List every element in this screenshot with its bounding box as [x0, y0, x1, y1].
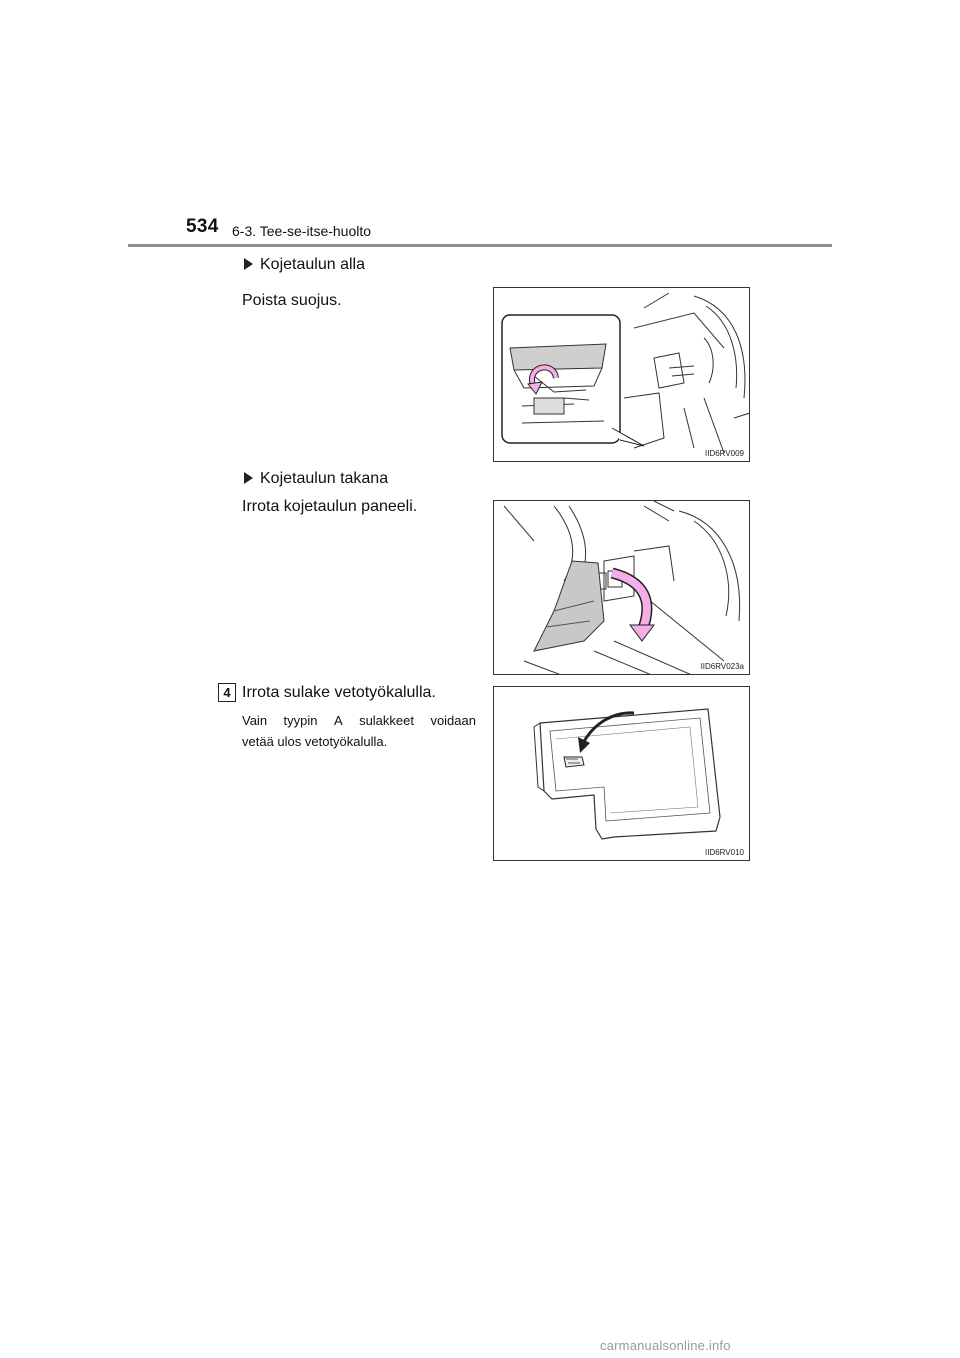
- fuse-box-cover-illustration: [494, 687, 750, 861]
- figure-behind-dash: [493, 500, 750, 675]
- note-word: Vain: [242, 713, 268, 728]
- watermark-text: carmanualsonline.info: [600, 1338, 731, 1353]
- figure-code: IID6RV010: [705, 848, 744, 857]
- figure-code: IID6RV009: [705, 449, 744, 458]
- figure-code: IID6RV023a: [700, 662, 744, 671]
- note-line-2: vetää ulos vetotyökalulla.: [242, 734, 388, 749]
- instruction-remove-panel: Irrota kojetaulun paneeli.: [242, 498, 418, 515]
- bullet-under-dash: [244, 256, 365, 274]
- note-word: tyypin: [283, 713, 318, 728]
- triangle-bullet-icon: [244, 472, 253, 484]
- note-word: A: [333, 713, 343, 728]
- instruction-remove-cover: Poista suojus.: [242, 292, 342, 309]
- note-word: voidaan: [430, 713, 476, 728]
- triangle-bullet-icon: [244, 258, 253, 270]
- figure-under-dash: [493, 287, 750, 462]
- instruction-pull-fuse: Irrota sulake vetotyökalulla.: [242, 684, 436, 701]
- note-line-1: [242, 710, 476, 731]
- figure-fuse-puller: [493, 686, 750, 861]
- chapter-title: 6-3. Tee-se-itse-huolto: [232, 223, 372, 239]
- page-number: 534: [186, 216, 219, 237]
- header-divider: [128, 244, 832, 247]
- step-number-badge: 4: [218, 683, 236, 702]
- note-word: sulakkeet: [359, 713, 414, 728]
- bullet-label: Kojetaulun alla: [260, 256, 365, 273]
- bullet-behind-dash: [244, 470, 388, 488]
- note-type-a-fuses: [242, 710, 476, 752]
- under-dash-illustration: [494, 288, 750, 462]
- bullet-label: Kojetaulun takana: [260, 470, 389, 487]
- behind-dash-illustration: [494, 501, 750, 675]
